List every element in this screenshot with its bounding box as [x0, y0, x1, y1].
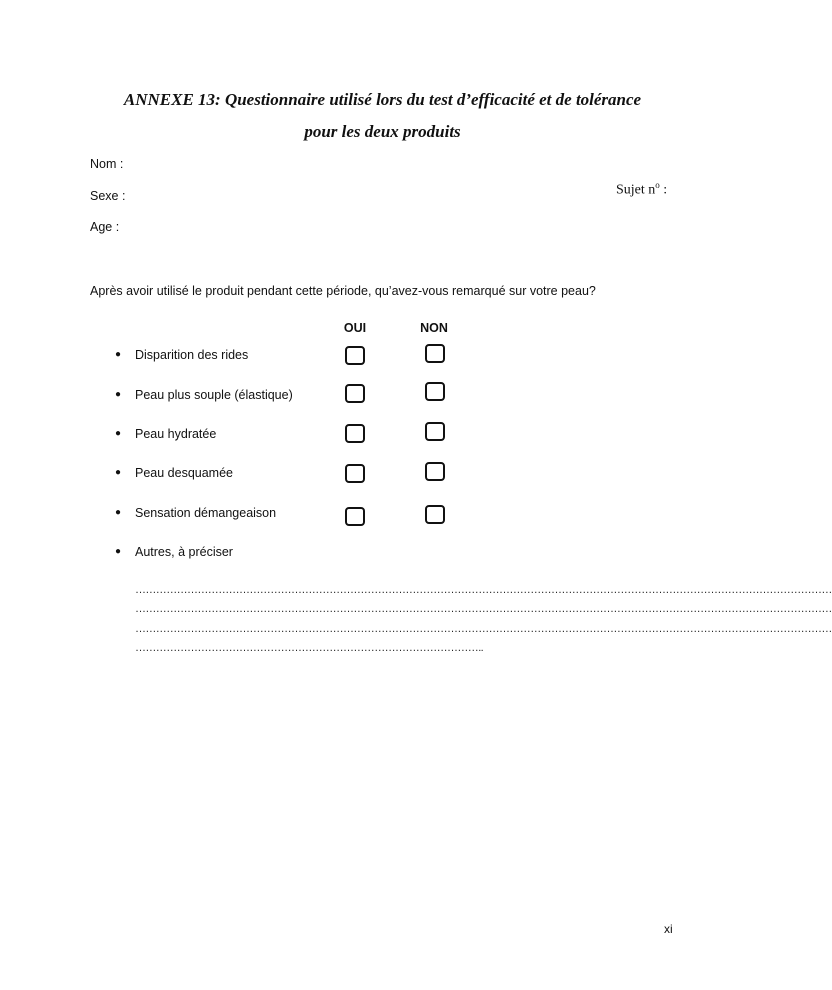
- bullet-icon: ●: [115, 349, 122, 360]
- non-checkbox[interactable]: [425, 382, 445, 401]
- list-item: [115, 542, 233, 562]
- bullet-icon: ●: [115, 428, 122, 439]
- answer-dotted-line[interactable]: ………………………………………………………………………………………..: [135, 642, 484, 654]
- bullet-icon: ●: [115, 389, 122, 400]
- question-text: Après avoir utilisé le produit pendant cette période, qu’avez-vous remarqué sur votre peau?: [90, 284, 596, 298]
- document-title-line-1: ANNEXE 13: Questionnaire utilisé lors du test d’efficacité et de tolérance: [123, 90, 642, 109]
- item-label: Peau hydratée: [135, 427, 217, 441]
- list-item: [115, 345, 248, 365]
- column-header-non: NON: [420, 321, 448, 335]
- item-label: Peau plus souple (élastique): [135, 388, 293, 402]
- non-checkbox[interactable]: [425, 344, 445, 363]
- oui-checkbox[interactable]: [345, 507, 365, 526]
- list-item: [115, 503, 276, 523]
- non-checkbox[interactable]: [425, 505, 445, 524]
- answer-dotted-line[interactable]: …………………………………………………………………………………………………………………………………………………………………………………: [135, 623, 832, 635]
- list-item: [115, 424, 216, 444]
- oui-checkbox[interactable]: [345, 424, 365, 443]
- oui-checkbox[interactable]: [345, 346, 365, 365]
- field-sexe: Sexe :: [90, 189, 126, 203]
- bullet-icon: ●: [115, 467, 122, 478]
- answer-dotted-line[interactable]: …………………………………………………………………………………………………………………………………………………………………………………: [135, 584, 832, 596]
- sujet-number-field: [616, 180, 667, 199]
- field-nom: Nom :: [90, 157, 124, 171]
- item-label: Autres, à préciser: [135, 545, 233, 559]
- bullet-icon: ●: [115, 507, 122, 518]
- document-title-line-2: pour les deux produits: [304, 122, 461, 141]
- non-checkbox[interactable]: [425, 422, 445, 441]
- non-checkbox[interactable]: [425, 462, 445, 481]
- oui-checkbox[interactable]: [345, 384, 365, 403]
- sujet-label: Sujet n: [616, 182, 656, 198]
- list-item: [115, 385, 293, 405]
- sujet-superscript: o: [655, 180, 660, 190]
- answer-dotted-line[interactable]: …………………………………………………………………………………………………………………………………………………………………………………: [135, 603, 832, 615]
- item-label: Disparition des rides: [135, 348, 249, 362]
- oui-checkbox[interactable]: [345, 464, 365, 483]
- item-label: Sensation démangeaison: [135, 506, 277, 520]
- page-number: xi: [664, 922, 673, 936]
- sujet-suffix: :: [659, 182, 668, 198]
- field-age: Age :: [90, 220, 120, 234]
- list-item: [115, 463, 233, 483]
- column-header-oui: OUI: [343, 321, 367, 335]
- item-label: Peau desquamée: [135, 466, 233, 480]
- bullet-icon: ●: [115, 546, 122, 557]
